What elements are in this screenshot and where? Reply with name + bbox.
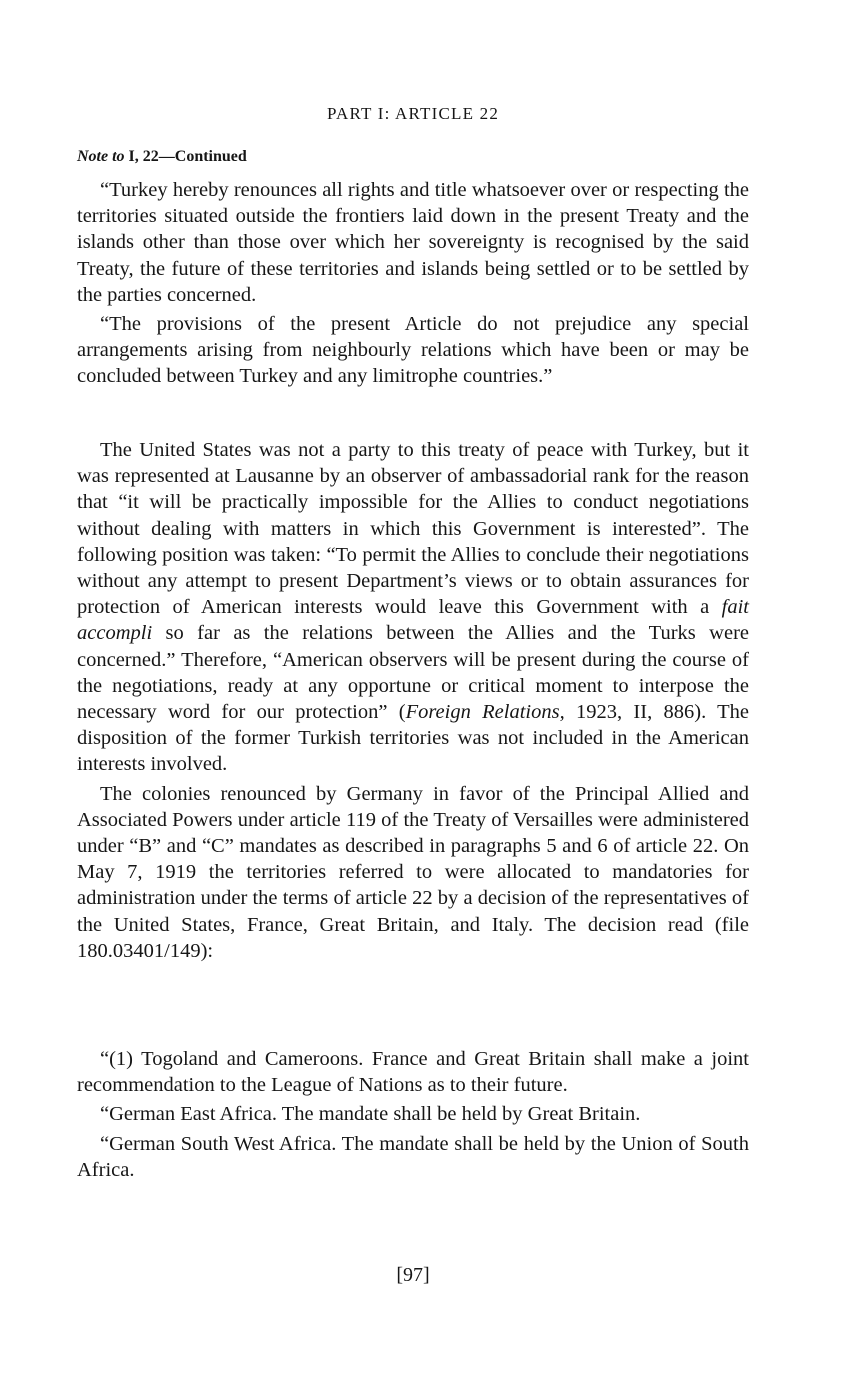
decision-quotation — [77, 1046, 749, 1183]
page-number: [97] — [396, 1264, 430, 1286]
italic-phrase: fait accompli — [77, 596, 749, 645]
note-heading — [77, 148, 247, 166]
text-run: The United States was not a party to this treaty of peace with Turkey, but it was represented at Lausanne by an observer of ambassadorial rank for the reason that “it will be practically impossible for the Allies to conduct negotiations without dealing with matters in which this Government is interested”. The following position was taken: “To permit the Allies to conclude their negotiations without any attempt to present Department’s views or to obtain assurances for protection of American interests would leave this Government with a — [77, 439, 749, 619]
note-heading-italic: Note to — [77, 148, 125, 165]
decision-paragraph: “German South West Africa. The mandate shall be held by the Union of South Africa. — [77, 1132, 749, 1181]
united-states-paragraph — [77, 437, 749, 778]
lausanne-quotation — [77, 177, 749, 390]
commentary-block — [77, 437, 749, 964]
decision-paragraph: “German East Africa. The mandate shall be held by Great Britain. — [100, 1103, 641, 1126]
quote-paragraph: “Turkey hereby renounces all rights and title whatsoever over or respecting the territories situated outside the frontiers laid down in the present Treaty and the islands other than those over which her sovereignty is recognised by the said Treaty, the future of these territories and islands being settled or to be settled by the parties concerned. — [77, 179, 749, 306]
colonies-paragraph: The colonies renounced by Germany in favor of the Principal Allied and Associated Powers under article 119 of the Treaty of Versailles were administered under “B” and “C” mandates as described in paragraphs 5 and 6 of article 22. On May 7, 1919 the territories referred to were allocated to mandatories for administration under the terms of article 22 by a decision of the representatives of the United States, France, Great Britain, and Italy. The decision read (file 180.03401/149): — [77, 782, 749, 962]
running-head: PART I: ARTICLE 22 — [326, 104, 500, 123]
citation-title: Foreign Relations, — [405, 701, 565, 724]
text-run: so far as the relations between the Allies and the Turks were concerned.” Therefore, “American observers will be present during the course of the negotiations, ready at any opportune or critical moment to interpose the necessary word for our protection” ( — [77, 622, 749, 724]
decision-paragraph: “(1) Togoland and Cameroons. France and Great Britain shall make a joint recommendation to the League of Nations as to their future. — [77, 1048, 749, 1097]
quote-paragraph: “The provisions of the present Article do not prejudice any special arrangements arising from neighbourly relations which have been or may be concluded between Turkey and any limitrophe countries.” — [77, 313, 749, 388]
note-heading-rest: I, 22—Continued — [124, 148, 247, 165]
text-run: 1923, II, 886). The disposition of the former Turkish territories was not included in the American interests involved. — [77, 701, 749, 776]
